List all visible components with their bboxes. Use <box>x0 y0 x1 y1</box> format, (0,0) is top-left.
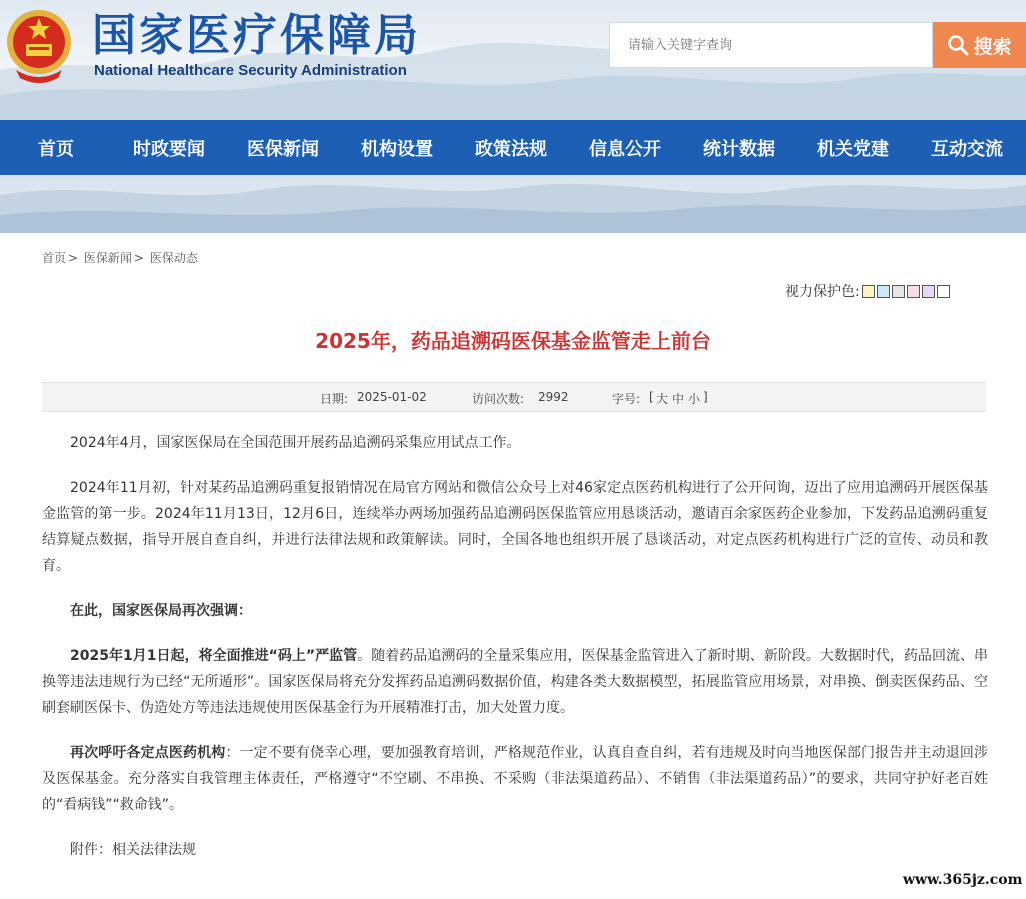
eye-protection-colors <box>785 281 950 301</box>
watermark: www.365jz.com <box>903 872 1023 888</box>
paragraph-3 <box>42 598 988 624</box>
color-swatch-white[interactable] <box>937 285 950 298</box>
national-emblem-icon <box>4 4 74 84</box>
nav-item-interaction[interactable]: 互动交流 <box>931 138 1003 160</box>
article-title: 2025年，药品追溯码医保基金监管走上前台 <box>315 329 711 353</box>
nav-item-statistics[interactable]: 统计数据 <box>703 138 775 160</box>
main-nav <box>0 120 1026 175</box>
paragraph-1: 2024年4月，国家医保局在全国范围开展药品追溯码采集应用试点工作。 <box>70 435 521 451</box>
paragraph-2: 2024年11月初，针对某药品追溯码重复报销情况在局官方网站和微信公众号上对46家定点医药机构进行了公开问询，迈出了应用追溯码开展医保基金监管的第一步。2024年11月13日，12月6日，连续举办两场加强药品追溯码医保监管应用恳谈活动，邀请百余家医药企业参加，下发药品追溯码重复结算疑点数据，指导开展自查自纠，并进行法律法规和政策解读。同时，全国各地也组织开展了恳谈活动，对定点医药机构进行广泛的宣传、动员和教育。 <box>42 480 988 574</box>
search-box <box>609 22 933 68</box>
breadcrumb-separator: > <box>68 251 79 265</box>
color-swatch-purple[interactable] <box>922 285 935 298</box>
eye-protection-label: 视力保护色: <box>785 284 860 300</box>
visit-count: 2992 <box>538 390 569 404</box>
breadcrumb-separator: > <box>133 251 144 265</box>
breadcrumb-home-link[interactable]: 首页 <box>42 251 67 265</box>
nav-item-home[interactable]: 首页 <box>38 138 74 160</box>
paragraph-4 <box>42 643 988 721</box>
nav-item-policies[interactable]: 政策法规 <box>475 138 547 160</box>
color-swatch-gray[interactable] <box>892 285 905 298</box>
font-size-medium-button[interactable]: 中 <box>672 392 685 406</box>
font-size-bracket: [ <box>649 390 654 404</box>
article-date: 2025-01-02 <box>357 390 427 404</box>
breadcrumb-current-link[interactable]: 医保动态 <box>149 251 198 265</box>
paragraph-5-text: ：一定不要有侥幸心理，要加强教育培训，严格规范作业，认真自查自纠，若有违规及时向当地医保部门报告并主动退回涉及医保基金。充分落实自我管理主体责任，严格遵守“不空刷、不串换、不采购（非法渠道药品）、不销售（非法渠道药品）”的要求，共同守护好老百姓的“看病钱”“救命钱”。 <box>42 745 988 813</box>
mountain-banner <box>0 175 1026 233</box>
nav-item-organization[interactable]: 机构设置 <box>361 138 433 160</box>
site-title-en: National Healthcare Security Administration <box>94 62 407 79</box>
nav-item-healthcare-news[interactable]: 医保新闻 <box>247 138 319 160</box>
nav-item-party-building[interactable]: 机关党建 <box>817 138 889 160</box>
site-title-cn: 国家医疗保障局 <box>92 10 421 61</box>
font-size-bracket: ] <box>703 390 708 404</box>
site-header <box>0 0 1026 120</box>
article-body <box>42 430 988 882</box>
nav-item-info-disclosure[interactable]: 信息公开 <box>589 138 661 160</box>
color-swatch-pink[interactable] <box>907 285 920 298</box>
font-size-small-button[interactable]: 小 <box>688 392 701 406</box>
paragraph-4-bold: 2025年1月1日起，将全面推进“码上”严监管 <box>70 648 358 664</box>
color-swatch-blue[interactable] <box>877 285 890 298</box>
paragraph-5-bold: 再次呼吁各定点医药机构 <box>70 745 226 761</box>
search-icon <box>947 34 969 56</box>
paragraph-4-text: 。随着药品追溯码的全量采集应用，医保基金监管进入了新时期、新阶段。大数据时代，药品回流、串换等违法违规行为已经“无所遁形”。国家医保局将充分发挥药品追溯码数据价值，构建各类大数据模型，拓展监管应用场景，对串换、倒卖医保药品、空刷套刷医保卡、伪造处方等违法违规使用医保基金行为开展精准打击，加大处置力度。 <box>42 648 989 716</box>
paragraph-5 <box>42 740 988 818</box>
breadcrumb-news-link[interactable]: 医保新闻 <box>83 251 132 265</box>
article-meta-bar <box>42 382 986 412</box>
font-size-label: 字号: <box>612 392 641 406</box>
attachment-line: 附件：相关法律法规 <box>70 842 196 858</box>
paragraph-3-bold: 在此，国家医保局再次强调： <box>70 603 252 619</box>
color-swatch-yellow[interactable] <box>862 285 875 298</box>
visits-label: 访问次数: <box>472 392 525 406</box>
nav-item-politics-news[interactable]: 时政要闻 <box>133 138 205 160</box>
breadcrumb <box>42 249 198 266</box>
search-button-label: 搜索 <box>973 35 1012 58</box>
search-input[interactable] <box>610 23 932 67</box>
font-size-large-button[interactable]: 大 <box>656 392 669 406</box>
date-label: 日期: <box>320 392 349 406</box>
search-button[interactable] <box>933 22 1026 68</box>
